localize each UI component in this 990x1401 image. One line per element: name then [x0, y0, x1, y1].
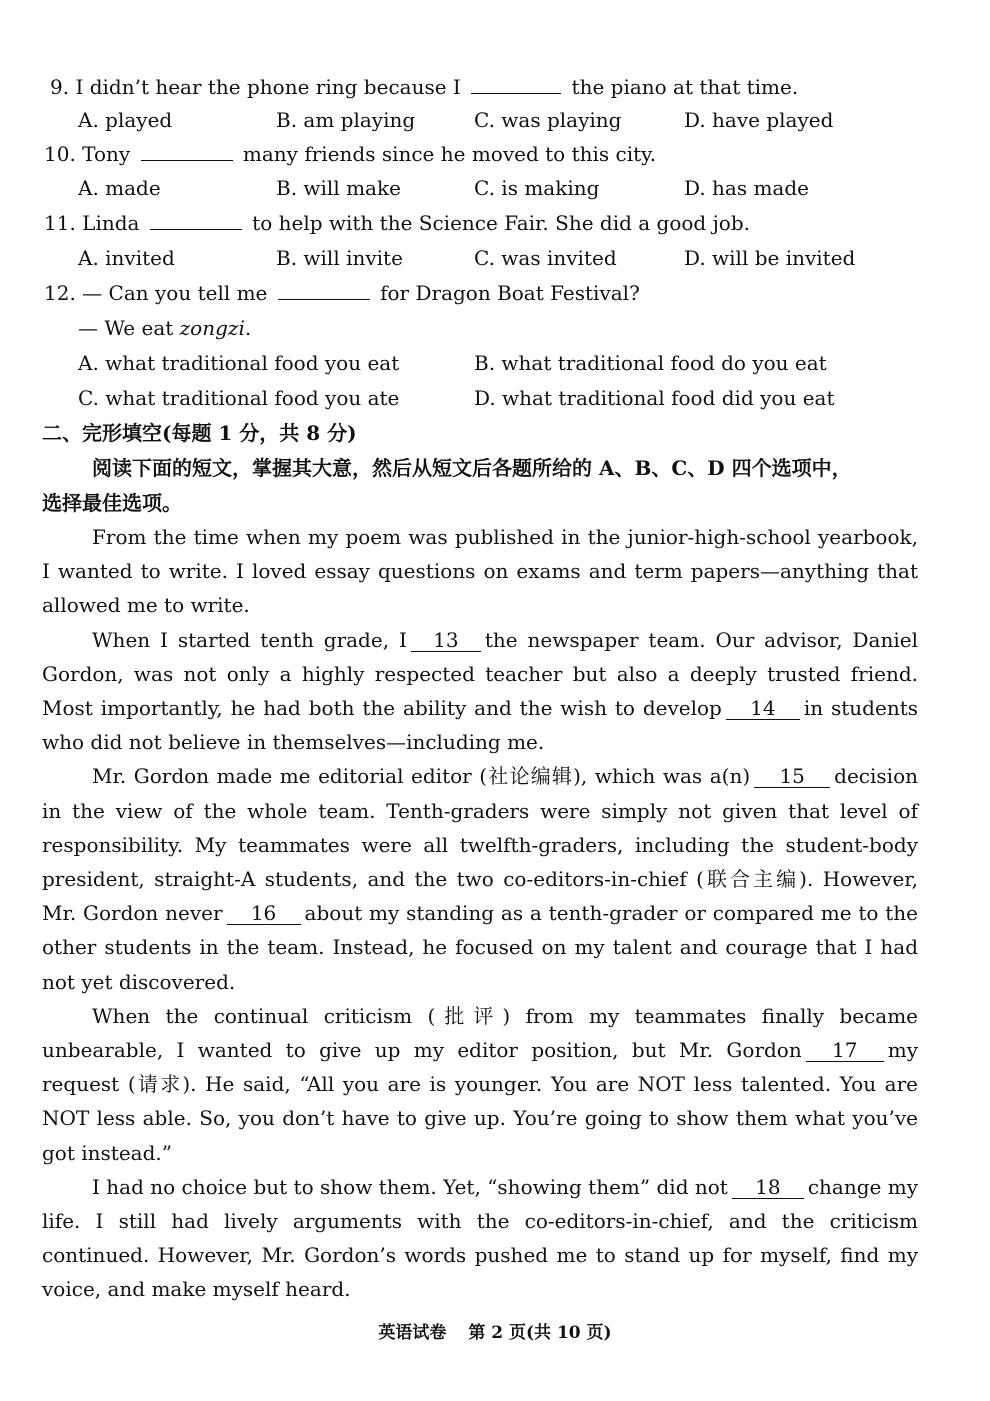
blank-17: 17 [806, 1039, 884, 1062]
answer-blank [141, 142, 233, 161]
option-a: A. made [78, 176, 161, 200]
option-b: B. what traditional food do you eat [474, 351, 827, 375]
section-title: 二、完形填空(每题 1 分，共 8 分) [42, 421, 357, 445]
text: I had no choice but to show them. Yet, “showing them” did not [92, 1174, 728, 1199]
question-9 [50, 70, 798, 104]
footer-page-number: 第 2 页(共 10 页) [468, 1323, 612, 1343]
option-c: C. was playing [474, 108, 622, 132]
section-instruction: 阅读下面的短文，掌握其大意，然后从短文后各题所给的 A、B、C、D 四个选项中， [92, 456, 852, 480]
passage-paragraph-3 [42, 759, 918, 998]
option-b: B. will make [276, 176, 401, 200]
option-a: A. played [78, 108, 173, 132]
question-11-stem: 11. Linda [44, 211, 140, 235]
text: Mr. Gordon made me editorial editor (社论编辑), which was a(n) [92, 764, 751, 789]
text: When the continual criticism (批评) from my teammates finally became unbearable, I wanted to give up my editor position, but Mr. Gordon [42, 1003, 918, 1063]
option-c: C. was invited [474, 246, 617, 270]
text: When I started tenth grade, I [92, 627, 407, 652]
blank-13: 13 [411, 629, 481, 652]
question-12 [44, 276, 640, 310]
passage-paragraph-2 [42, 623, 918, 760]
passage-paragraph-4 [42, 999, 918, 1170]
question-11 [44, 206, 750, 240]
blank-18: 18 [732, 1176, 804, 1199]
answer-prefix: — We eat [78, 316, 174, 340]
option-c: C. is making [474, 176, 600, 200]
option-b: B. am playing [276, 108, 416, 132]
text: the newspaper team. Our advisor, Daniel Gordon, was not only a highly respected teacher but also a deeply trusted friend. Most importantly, he had both the ability and the wish to develop [42, 627, 918, 721]
passage-paragraph-5 [42, 1170, 918, 1307]
option-d: D. what traditional food did you eat [474, 386, 835, 410]
question-10-stem-end: many friends since he moved to this city. [242, 142, 657, 166]
blank-15: 15 [754, 765, 830, 788]
text: in students who did not believe in themselves—including me. [42, 696, 918, 755]
question-11-stem-end: to help with the Science Fair. She did a good job. [252, 211, 750, 235]
question-12-stem-end: for Dragon Boat Festival? [380, 281, 640, 305]
question-12-dialogue-answer [78, 311, 251, 345]
option-a: A. what traditional food you eat [78, 351, 400, 375]
option-d: D. has made [684, 176, 809, 200]
answer-blank [150, 211, 242, 230]
page-footer [0, 1318, 990, 1343]
text: my request (请求). He said, “All you are is younger. You are NOT less talented. You are NOT less able. So, you don’t have to give up. You’re going to show them what you’ve got instead.” [42, 1038, 918, 1165]
option-a: A. invited [78, 246, 175, 270]
question-9-stem: 9. I didn’t hear the phone ring because I [50, 75, 461, 99]
option-d: D. will be invited [684, 246, 856, 270]
text: decision in the view of the whole team. Tenth-graders were simply not given that level of responsibility. My teammates were all twelfth-graders, including the student-body president, straight-A students, and the two co-editors-in-chief (联合主编). However, Mr. Gordon never [42, 764, 918, 926]
text: about my standing as a tenth-grader or compared me to the other students in the team. Instead, he focused on my talent and courage that I had not yet discovered. [42, 901, 918, 994]
question-9-stem-end: the piano at that time. [571, 75, 799, 99]
footer-subject: 英语试卷 [378, 1323, 447, 1343]
option-b: B. will invite [276, 246, 403, 270]
answer-period: . [244, 316, 252, 340]
section-instruction-cont: 选择最佳选项。 [42, 491, 182, 515]
question-12-stem: 12. — Can you tell me [44, 281, 268, 305]
question-10-stem: 10. Tony [44, 142, 131, 166]
text: change my life. I still had lively arguments with the co-editors-in-chief, and the criticism continued. However, Mr. Gordon’s words pushed me to stand up for myself, find my voice, and make myself heard. [42, 1174, 918, 1302]
question-10 [44, 137, 656, 171]
option-d: D. have played [684, 108, 834, 132]
blank-16: 16 [227, 902, 301, 925]
cloze-passage [42, 520, 918, 1307]
blank-14: 14 [726, 697, 800, 720]
answer-word: zongzi [179, 316, 245, 340]
answer-blank [471, 75, 561, 94]
passage-paragraph-1: From the time when my poem was published in the junior-high-school yearbook, I wanted to write. I loved essay questions on exams and term papers—anything that allowed me to write. [42, 525, 918, 618]
answer-blank [278, 281, 370, 300]
option-c: C. what traditional food you ate [78, 386, 400, 410]
